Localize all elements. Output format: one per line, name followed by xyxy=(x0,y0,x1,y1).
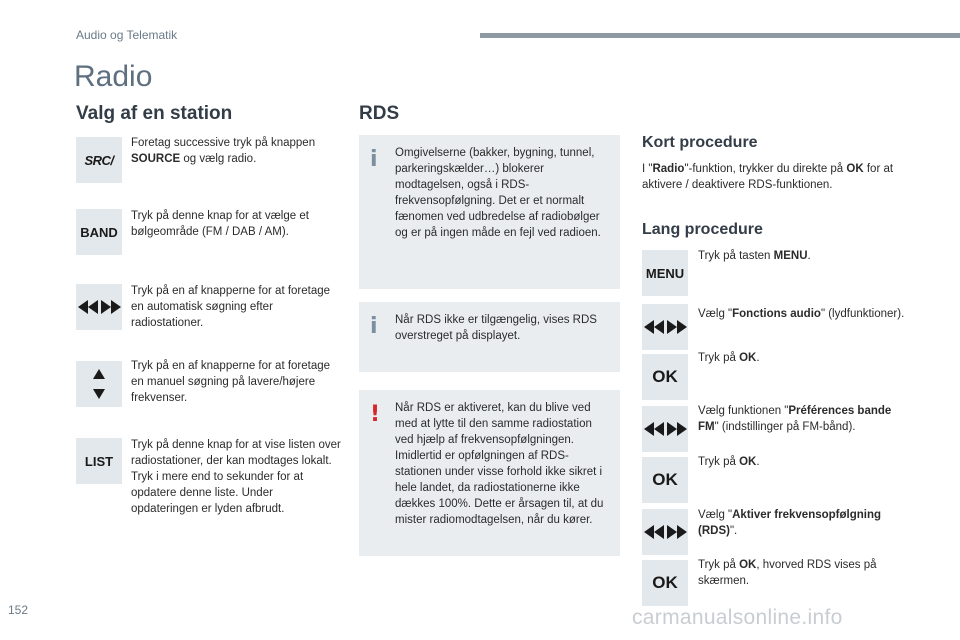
left-section-title: Valg af en station xyxy=(76,103,233,124)
seek-arrows-icon xyxy=(642,406,688,452)
seek-arrows-icon xyxy=(642,304,688,350)
left-item-manual-text: Tryk på en af knapperne for at foretage en manuel søgning på lavere/højere frekvenser. xyxy=(131,360,331,404)
note-warning xyxy=(359,390,620,556)
note-info-2 xyxy=(359,302,620,372)
ok-button-icon: OK xyxy=(642,560,688,606)
info-icon: i xyxy=(370,147,378,172)
note-text: Omgivelserne (bakker, bygning, tunnel, parkeringskælder…) blokerer modtagelsen, også i RDS-frekvensopfølgning. Det er et normalt fænomen ved udbredelse af radiobølger og er på ingen måde en fejl ved radioen. xyxy=(395,147,601,239)
list-button-icon: LIST xyxy=(76,438,122,484)
up-down-arrows-icon xyxy=(76,361,122,407)
left-item-list-text: Tryk på denne knap for at vise listen over radiostationer, der kan modtages lokalt. Tryk i mere end to sekunder for at opdatere denne liste. Under opdateringen er lyden afbrudt. xyxy=(131,439,341,515)
long-step-5-text: Tryk på OK. xyxy=(698,456,760,468)
page-number: 152 xyxy=(8,603,29,617)
warning-icon: ! xyxy=(370,402,381,427)
left-item-src-text: Foretag successive tryk på knappen SOURCE og vælg radio. xyxy=(131,137,316,165)
ok-button-icon: OK xyxy=(642,457,688,503)
long-step-7-text: Tryk på OK, hvorved RDS vises på skærmen. xyxy=(698,559,877,587)
rds-title: RDS xyxy=(359,103,400,124)
note-info-1 xyxy=(359,135,620,289)
page-title: Radio xyxy=(74,60,153,93)
ok-button-icon: OK xyxy=(642,354,688,400)
long-step-2-text: Vælg "Fonctions audio" (lydfunktioner). xyxy=(698,308,905,320)
note-text: Når RDS ikke er tilgængelig, vises RDS overstreget på displayet. xyxy=(395,314,597,342)
short-procedure-text: I "Radio"-funktion, trykker du direkte på OK for at aktivere / deaktivere RDS-funktionen. xyxy=(642,163,894,191)
note-text: Når RDS er aktiveret, kan du blive ved med at lytte til den samme radiostation ved hjælp af frekvensopfølgningen. Imidlertid er opfølgningen af RDS-stationen under visse forhold ikke sikret i hele landet, da radiostationerne ikke dækkes 100%. Dette er årsagen til, at du mister radiomodtagelsen, når du kører. xyxy=(395,402,604,526)
long-step-6-text: Vælg "Aktiver frekvensopfølgning (RDS)". xyxy=(698,509,882,537)
left-item-band-text: Tryk på denne knap for at vælge et bølgeområde (FM / DAB / AM). xyxy=(131,210,309,238)
long-step-1-text: Tryk på tasten MENU. xyxy=(698,250,811,262)
info-icon: i xyxy=(370,314,378,339)
src-button-icon: SRC/ xyxy=(76,137,122,183)
watermark: carmanualsonline.info xyxy=(632,606,843,629)
band-button-icon: BAND xyxy=(76,209,122,255)
seek-arrows-icon xyxy=(76,284,122,330)
header-bar xyxy=(480,33,960,38)
header-section-title: Audio og Telematik xyxy=(76,28,178,42)
long-step-3-text: Tryk på OK. xyxy=(698,352,760,364)
long-step-4-text: Vælg funktionen "Préférences bande FM" (indstillinger på FM-bånd). xyxy=(698,405,892,433)
menu-button-icon: MENU xyxy=(642,250,688,296)
short-procedure-title: Kort procedure xyxy=(642,134,758,151)
left-item-seek-text: Tryk på en af knapperne for at foretage en automatisk søgning efter radiostationer. xyxy=(131,285,331,329)
seek-arrows-icon xyxy=(642,509,688,555)
long-procedure-title: Lang procedure xyxy=(642,221,763,238)
